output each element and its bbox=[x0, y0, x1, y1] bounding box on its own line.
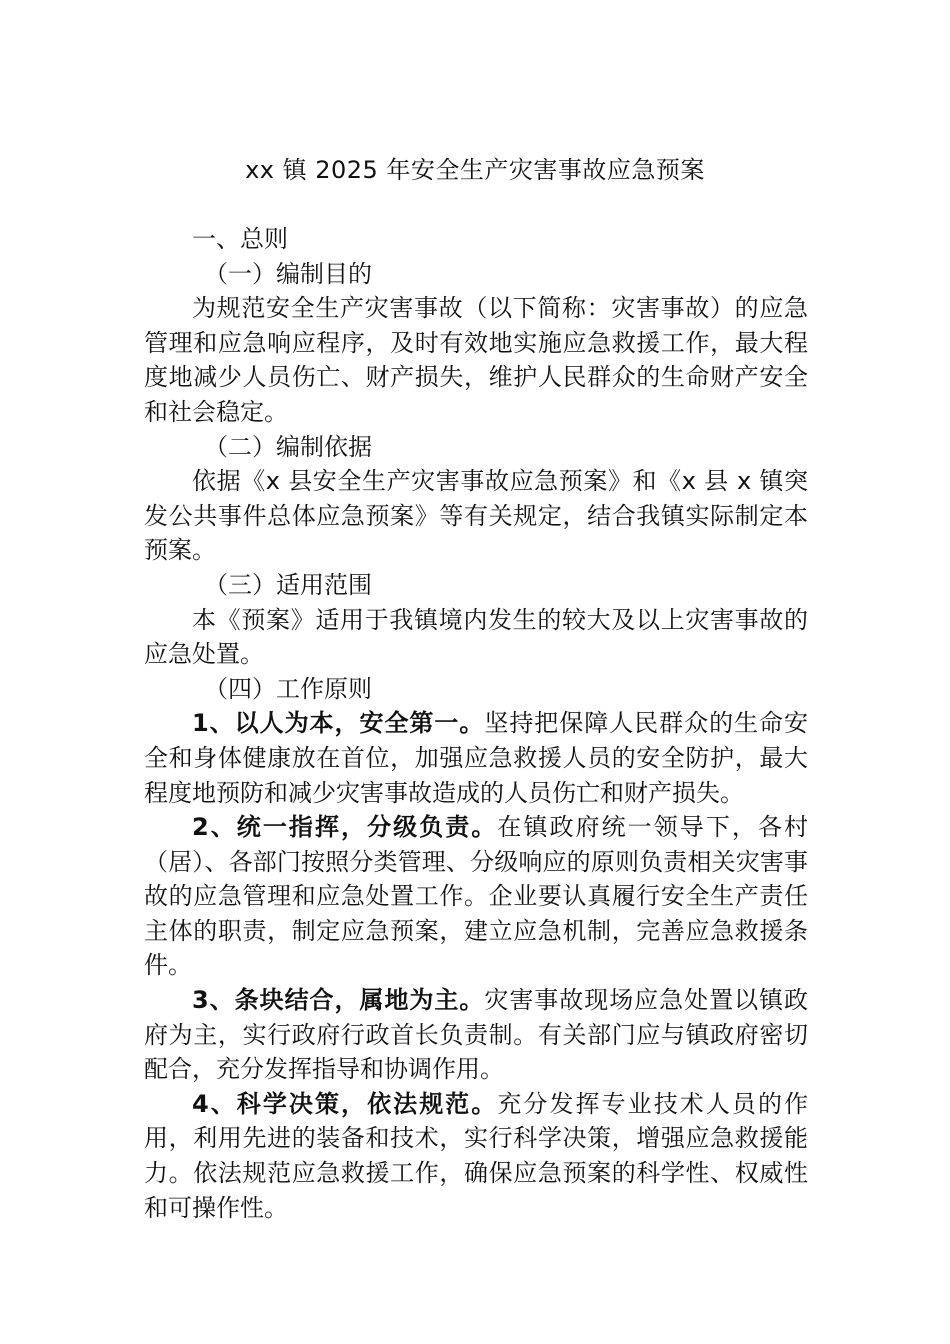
paragraph-scope: 本《预案》适用于我镇境内发生的较大及以上灾害事故的应急处置。 bbox=[144, 605, 808, 669]
document-title: xx 镇 2025 年安全生产灾害事故应急预案 bbox=[245, 156, 705, 184]
principle-title-2: 2、统一指挥，分级负责。 bbox=[192, 813, 498, 842]
principle-text-3: 灾害事故现场应急处置以镇政府为主，实行政府行政首长负责制。有关部门应与镇政府密切配合，充分发挥指导和协调作用。 bbox=[144, 986, 809, 1084]
principle-text-1: 坚持把保障人民群众的生命安全和身体健康放在首位，加强应急救援人员的安全防护，最大程度地预防和减少灾害事故造成的人员伤亡和财产损失。 bbox=[144, 709, 809, 807]
section-heading-scope: （三）适用范围 bbox=[204, 570, 372, 599]
principle-text-4: 充分发挥专业技术人员的作用，利用先进的装备和技术，实行科学决策，增强应急救援能力。依法规范应急救援工作，确保应急预案的科学性、权威性和可操作性。 bbox=[144, 1089, 808, 1222]
principle-paragraph-1 bbox=[144, 706, 808, 810]
paragraph-basis: 依据《x 县安全生产灾害事故应急预案》和《x 县 x 镇突发公共事件总体应急预案》等有关规定，结合我镇实际制定本预案。 bbox=[144, 467, 808, 565]
section-heading-basis: （二）编制依据 bbox=[204, 432, 372, 461]
section-heading-purpose: （一）编制目的 bbox=[204, 259, 372, 288]
chapter-heading-general: 一、总则 bbox=[192, 225, 288, 253]
principle-title-1: 1、以人为本，安全第一。 bbox=[192, 709, 485, 738]
paragraph-purpose: 为规范安全生产灾害事故（以下简称：灾害事故）的应急管理和应急响应程序，及时有效地实施应急救援工作，最大程度地减少人员伤亡、财产损失，维护人民群众的生命财产安全和社会稳定。 bbox=[144, 294, 808, 426]
principle-title-4: 4、科学决策，依法规范。 bbox=[192, 1089, 498, 1118]
document-body bbox=[144, 222, 808, 1225]
principle-title-3: 3、条块结合，属地为主。 bbox=[192, 986, 485, 1015]
principle-paragraph-3 bbox=[144, 983, 808, 1087]
section-heading-principles: （四）工作原则 bbox=[204, 674, 372, 703]
principle-paragraph-2 bbox=[144, 810, 808, 983]
principle-paragraph-4 bbox=[144, 1087, 808, 1225]
principle-text-2: 在镇政府统一领导下，各村（居）、各部门按照分类管理、分级响应的原则负责相关灾害事故的应急管理和应急处置工作。企业要认真履行安全生产责任主体的职责，制定应急预案，建立应急机制，完善应急救援条件。 bbox=[144, 813, 808, 980]
